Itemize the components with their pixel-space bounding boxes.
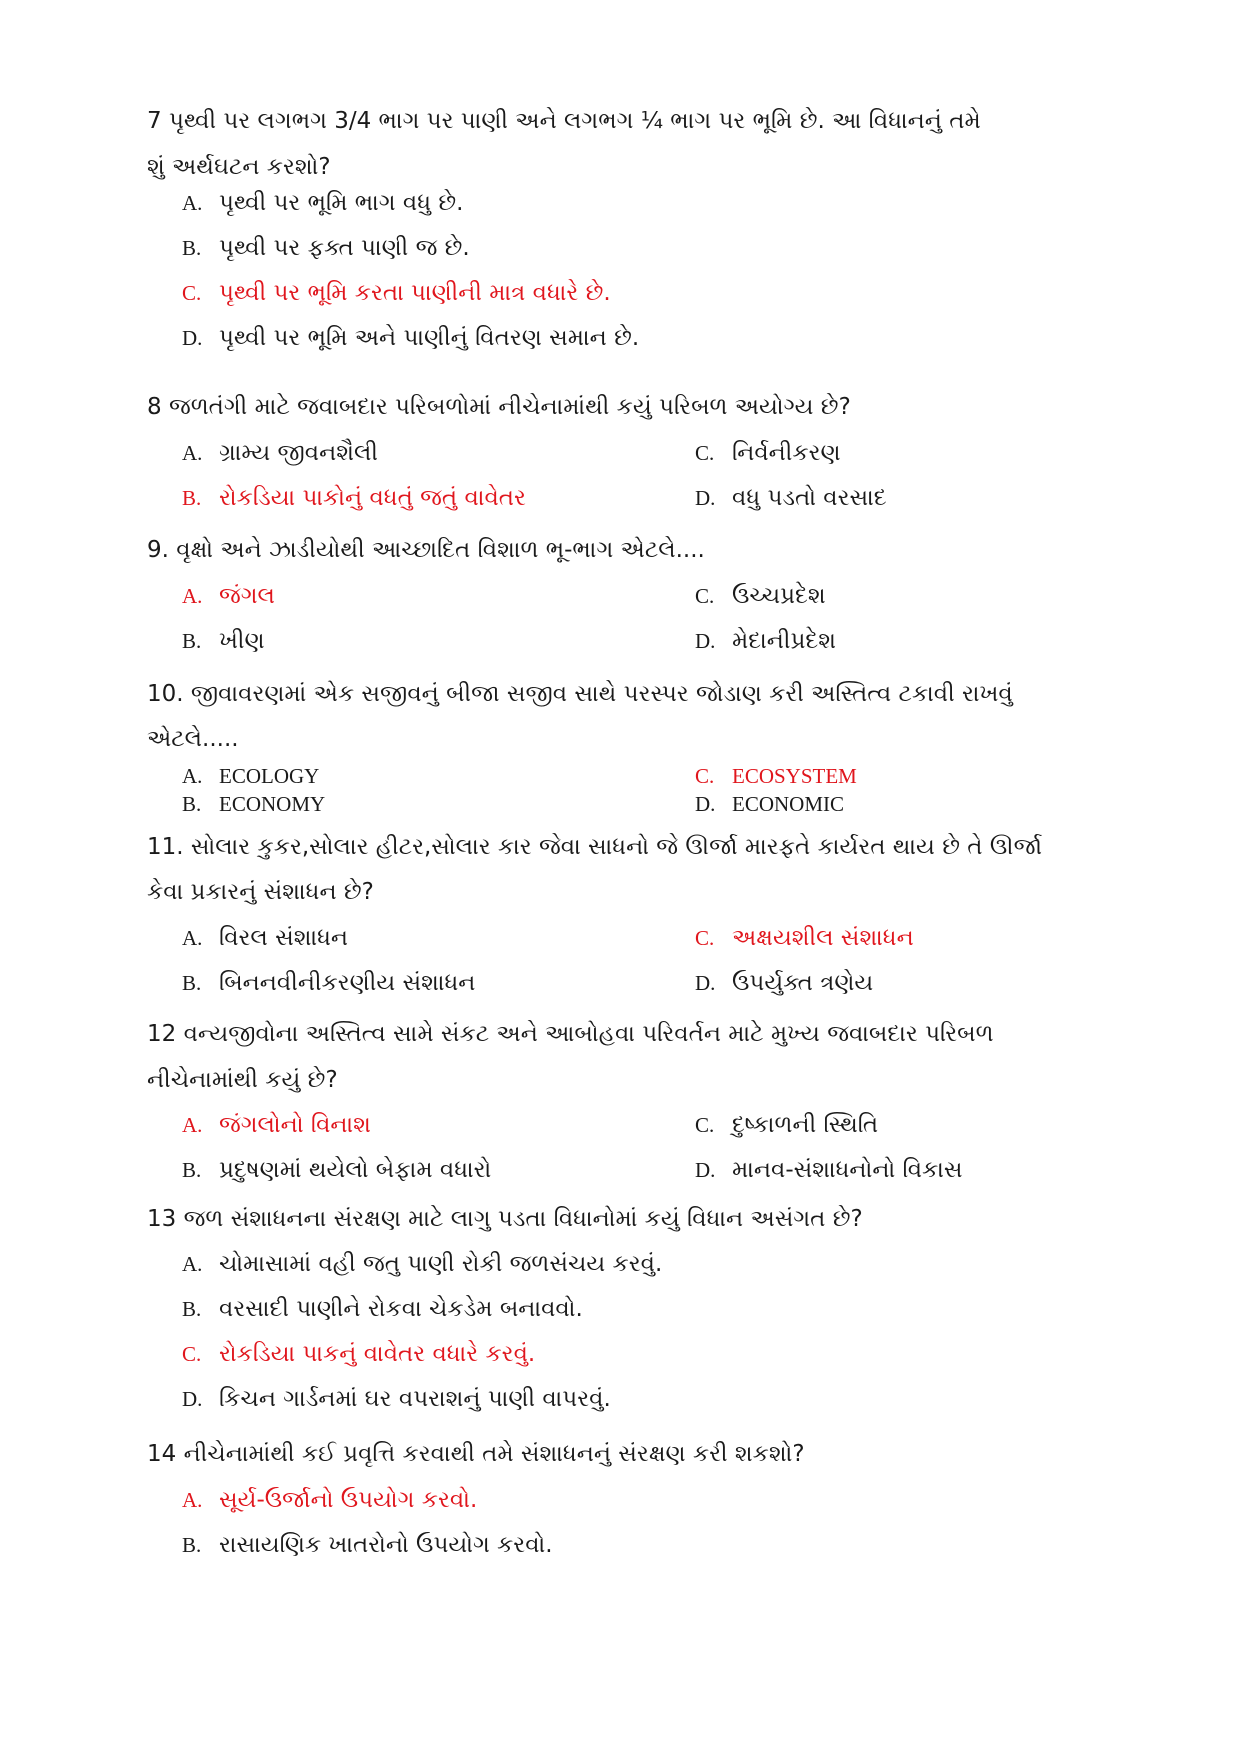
option-text: પૃથ્વી પર ભૂમિ કરતા પાણીની માત્ર વધારે છે. — [219, 280, 611, 306]
question-7-text: 7 પૃથ્વી પર લગભગ 3/4 ભાગ પર પાણી અને લગભગ ¼ ભાગ પર ભૂમિ છે. આ વિધાનનું તમે — [147, 108, 981, 134]
question-12-text: 12 વન્યજીવોના અસ્તિત્વ સામે સંકટ અને આબોહવા પરિવર્તન માટે મુખ્ય જવાબદાર પરિબળ — [147, 1021, 994, 1047]
question-12-text: નીચેનામાંથી કયું છે? — [147, 1067, 338, 1093]
question-10-option — [182, 793, 325, 816]
option-letter: B. — [182, 629, 202, 653]
option-letter: C. — [695, 584, 715, 608]
question-10-option-correct — [695, 765, 857, 788]
option-letter: A. — [182, 926, 203, 950]
question-10-option — [182, 765, 319, 788]
option-letter: D. — [695, 486, 716, 510]
question-11-option — [182, 927, 348, 950]
option-text: ECOLOGY — [219, 764, 320, 788]
question-8-option-correct — [182, 487, 526, 510]
option-text: રોકડિયા પાકોનું વધતું જતું વાવેતર — [219, 485, 526, 511]
option-text: પૃથ્વી પર ભૂમિ અને પાણીનું વિતરણ સમાન છે. — [219, 325, 640, 351]
option-letter: B. — [182, 1158, 202, 1182]
option-text: અક્ષયશીલ સંશાધન — [732, 925, 914, 951]
question-9-option — [695, 585, 826, 608]
option-text: જંગલ — [219, 583, 275, 609]
question-13-option-correct — [182, 1343, 535, 1366]
option-letter: D. — [695, 1158, 716, 1182]
option-text: બિનનવીનીકરણીય સંશાધન — [219, 970, 476, 996]
option-text: જંગલોનો વિનાશ — [219, 1112, 371, 1138]
option-text: ચોમાસામાં વહી જતુ પાણી રોકી જળસંચય કરવું. — [219, 1251, 663, 1277]
question-7-option — [182, 327, 639, 350]
question-12-option — [695, 1114, 878, 1137]
question-11-option — [182, 972, 475, 995]
option-letter: B. — [182, 236, 202, 260]
question-10-option — [695, 793, 844, 816]
option-text: પ્રદુષણમાં થયેલો બેફામ વધારો — [219, 1157, 492, 1183]
option-letter: A. — [182, 584, 203, 608]
option-text: વિરલ સંશાધન — [219, 925, 349, 951]
question-12-option — [695, 1159, 963, 1182]
option-text: ECONOMY — [219, 792, 326, 816]
option-letter: A. — [182, 1113, 203, 1137]
option-text: કિચન ગાર્ડનમાં ઘર વપરાશનું પાણી વાપરવું. — [219, 1386, 611, 1412]
option-text: રાસાયણિક ખાતરોનો ઉપયોગ કરવો. — [219, 1532, 553, 1558]
option-letter: C. — [695, 764, 715, 788]
option-text: ECOSYSTEM — [732, 764, 857, 788]
question-14-option-correct — [182, 1489, 477, 1512]
question-8-option — [695, 442, 841, 465]
question-11-text: 11. સોલાર કુકર,સોલાર હીટર,સોલાર કાર જેવા સાધનો જે ઊર્જા મારફતે કાર્યરત થાય છે તે ઊર્જા — [147, 834, 1043, 860]
option-letter: B. — [182, 792, 202, 816]
option-letter: C. — [695, 441, 715, 465]
question-8-option — [695, 487, 887, 510]
question-9-option — [695, 630, 836, 653]
option-text: વધુ પડતો વરસાદ — [732, 485, 887, 511]
option-letter: D. — [695, 792, 716, 816]
option-letter: B. — [182, 1533, 202, 1557]
option-letter: A. — [182, 1252, 203, 1276]
option-text: સૂર્ય-ઉર્જાનો ઉપયોગ કરવો. — [219, 1487, 478, 1513]
question-14-text: 14 નીચેનામાંથી કઈ પ્રવૃત્તિ કરવાથી તમે સંશાધનનું સંરક્ષણ કરી શકશો? — [147, 1441, 805, 1467]
option-text: ECONOMIC — [732, 792, 845, 816]
question-11-option-correct — [695, 927, 914, 950]
option-letter: B. — [182, 971, 202, 995]
question-12-option — [182, 1159, 491, 1182]
question-13-text: 13 જળ સંશાધનના સંરક્ષણ માટે લાગુ પડતા વિધાનોમાં કયું વિધાન અસંગત છે? — [147, 1206, 863, 1232]
question-10-text: 10. જીવાવરણમાં એક સજીવનું બીજા સજીવ સાથે પરસ્પર જોડાણ કરી અસ્તિત્વ ટકાવી રાખવું — [147, 681, 1013, 707]
question-7-option — [182, 237, 470, 260]
option-letter: A. — [182, 1488, 203, 1512]
question-7-text: શું અર્થઘટન કરશો? — [147, 154, 331, 180]
option-text: ગ્રામ્ય જીવનશૈલી — [219, 440, 378, 466]
option-text: ખીણ — [219, 628, 265, 654]
question-7-option — [182, 192, 463, 215]
question-8-text: 8 જળતંગી માટે જવાબદાર પરિબળોમાં નીચેનામાંથી કયું પરિબળ અયોગ્ય છે? — [147, 394, 851, 420]
question-14-option — [182, 1534, 553, 1557]
option-text: વરસાદી પાણીને રોકવા ચેકડેમ બનાવવો. — [219, 1296, 583, 1322]
question-13-option — [182, 1253, 662, 1276]
question-13-option — [182, 1388, 611, 1411]
question-9-option — [182, 630, 265, 653]
option-letter: B. — [182, 486, 202, 510]
option-letter: C. — [695, 1113, 715, 1137]
option-letter: B. — [182, 1297, 202, 1321]
option-letter: A. — [182, 441, 203, 465]
option-letter: A. — [182, 764, 203, 788]
option-letter: C. — [182, 1342, 202, 1366]
option-letter: D. — [695, 629, 716, 653]
option-letter: A. — [182, 191, 203, 215]
option-text: માનવ-સંશાધનોનો વિકાસ — [732, 1157, 963, 1183]
option-text: દુષ્કાળની સ્થિતિ — [732, 1112, 879, 1138]
option-text: ઉપર્યુક્ત ત્રણેય — [732, 970, 874, 996]
option-letter: D. — [182, 326, 203, 350]
option-text: પૃથ્વી પર ભૂમિ ભાગ વધુ છે. — [219, 190, 464, 216]
option-letter: C. — [182, 281, 202, 305]
question-12-option-correct — [182, 1114, 371, 1137]
question-7-option-correct — [182, 282, 611, 305]
option-letter: D. — [695, 971, 716, 995]
question-13-option — [182, 1298, 583, 1321]
question-11-text: કેવા પ્રકારનું સંશાધન છે? — [147, 879, 374, 905]
option-text: રોકડિયા પાકનું વાવેતર વધારે કરવું. — [219, 1341, 536, 1367]
option-text: મેદાનીપ્રદેશ — [732, 628, 836, 654]
question-9-text: 9. વૃક્ષો અને ઝાડીયોથી આચ્છાદિત વિશાળ ભૂ-ભાગ એટલે.... — [147, 537, 705, 563]
option-text: ઉચ્ચપ્રદેશ — [732, 583, 826, 609]
question-11-option — [695, 972, 873, 995]
question-10-text: એટલે..... — [147, 726, 239, 752]
option-text: નિર્વનીકરણ — [732, 440, 841, 466]
option-letter: D. — [182, 1387, 203, 1411]
question-9-option-correct — [182, 585, 275, 608]
question-8-option — [182, 442, 378, 465]
option-text: પૃથ્વી પર ફક્ત પાણી જ છે. — [219, 235, 470, 261]
option-letter: C. — [695, 926, 715, 950]
